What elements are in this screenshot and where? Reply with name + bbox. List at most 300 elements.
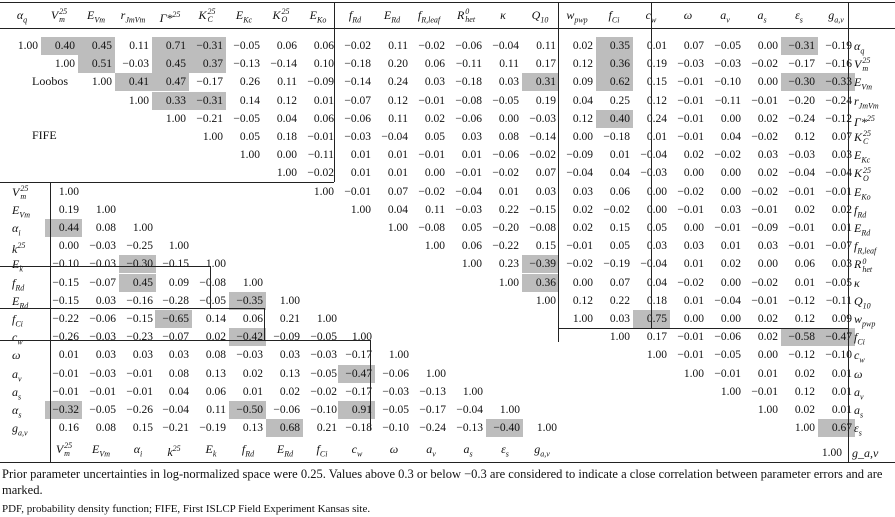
row-label: $f_{Ci}$	[854, 330, 865, 347]
row-label: $E_{Ko}$	[854, 184, 871, 201]
matrix-cell: 0.02	[279, 385, 300, 398]
matrix-cell: 0.06	[424, 58, 445, 71]
row-label: $E_k$	[12, 257, 23, 274]
matrix-cell: −0.02	[529, 149, 556, 162]
matrix-cell: −0.01	[52, 367, 79, 380]
matrix-cell: 0.24	[387, 76, 408, 89]
matrix-cell: −0.01	[455, 167, 482, 180]
column-header: $E_{Ko}$	[309, 8, 327, 25]
matrix-cell: 0.47	[152, 73, 189, 91]
matrix-cell: 0.03	[132, 349, 153, 362]
matrix-cell: 0.16	[58, 422, 79, 435]
matrix-cell: −0.05	[233, 40, 260, 52]
row-label: K 25 O	[854, 165, 872, 183]
row-label: $f_{R,leaf}$	[854, 239, 877, 256]
matrix-cell: −0.14	[270, 58, 297, 71]
matrix-cell: −0.21	[162, 422, 189, 435]
matrix-cell: 1.00	[424, 240, 445, 253]
row-label: $c_w$	[854, 348, 865, 365]
matrix-cell: −0.01	[677, 94, 704, 107]
matrix-cell: 0.00	[720, 112, 741, 125]
matrix-cell: 0.00	[683, 167, 704, 180]
matrix-cell: −0.02	[751, 58, 778, 71]
row-label: $\alpha_q$	[854, 39, 865, 56]
matrix-cell: −0.30	[781, 73, 818, 91]
matrix-cell: −0.01	[788, 185, 815, 198]
matrix-cell: −0.47	[818, 328, 855, 346]
matrix-cell: −0.05	[233, 112, 260, 125]
matrix-cell: 0.41	[115, 73, 152, 91]
column-header: K 25 O	[272, 7, 290, 25]
matrix-cell: 0.12	[572, 58, 593, 71]
matrix-cell: −0.01	[89, 385, 116, 398]
matrix-cell: −0.24	[825, 94, 852, 107]
matrix-cell: −0.65	[155, 310, 192, 328]
matrix-cell: 0.00	[757, 349, 778, 362]
matrix-cell: 0.06	[794, 258, 815, 271]
matrix-cell: 0.00	[757, 258, 778, 271]
matrix-cell: −0.02	[677, 276, 704, 289]
column-header: $r_{JmVm}$	[120, 8, 146, 25]
matrix-cell: 0.45	[152, 55, 189, 73]
matrix-cell: 1.00	[316, 313, 337, 325]
row-label: $E_{Vm}$	[12, 202, 31, 220]
column-header: $\alpha_i$	[133, 442, 143, 459]
matrix-cell: −0.06	[714, 331, 741, 344]
matrix-cell: 1.00	[461, 258, 482, 271]
matrix-cell: 0.37	[189, 55, 226, 73]
matrix-cell: −0.04	[455, 185, 482, 198]
row-label: Γ*$^{25}$	[854, 113, 875, 129]
matrix-cell: −0.01	[751, 203, 778, 216]
column-header: $E_{Rd}$	[383, 8, 401, 25]
matrix-cell: 0.45	[119, 274, 156, 292]
matrix-cell: −0.07	[162, 331, 189, 344]
matrix-cell: 0.15	[535, 240, 556, 253]
matrix-cell: 0.01	[646, 131, 667, 143]
row-label: $\alpha_s$	[12, 403, 22, 420]
matrix-cell: 0.14	[205, 313, 226, 325]
matrix-cell: 0.12	[794, 131, 815, 143]
matrix-cell: −0.01	[751, 94, 778, 107]
block-divider	[264, 308, 265, 340]
matrix-cell: 0.18	[646, 294, 667, 307]
matrix-cell: −0.01	[307, 131, 334, 143]
matrix-cell: 0.01	[831, 367, 852, 380]
row-label: $Q_{10}$	[854, 293, 871, 311]
matrix-cell: −0.01	[418, 149, 445, 162]
matrix-cell: 0.04	[720, 131, 741, 143]
matrix-cell: −0.40	[486, 419, 523, 437]
column-header: κ	[500, 8, 506, 22]
matrix-cell: 0.13	[205, 367, 226, 380]
matrix-cell: 0.06	[242, 313, 263, 325]
matrix-cell: 0.01	[757, 367, 778, 380]
matrix-cell: −0.16	[825, 58, 852, 71]
matrix-cell: 1.00	[242, 276, 263, 289]
matrix-cell: 0.00	[757, 76, 778, 89]
matrix-cell: −0.18	[455, 76, 482, 89]
matrix-cell: 0.07	[535, 167, 556, 180]
matrix-cell: 0.00	[424, 167, 445, 180]
matrix-cell: 0.09	[168, 276, 189, 289]
matrix-cell: −0.04	[788, 167, 815, 180]
matrix-cell: 0.04	[572, 94, 593, 107]
matrix-cell: −0.03	[788, 149, 815, 162]
matrix-cell: 0.08	[168, 367, 189, 380]
matrix-cell: 0.08	[205, 349, 226, 362]
matrix-cell: 0.06	[276, 40, 297, 52]
matrix-cell: 0.36	[522, 274, 559, 292]
matrix-cell: −0.03	[640, 167, 667, 180]
matrix-cell: −0.01	[52, 385, 79, 398]
matrix-cell: −0.02	[310, 385, 337, 398]
column-header: $f_{Ci}$	[608, 8, 620, 25]
matrix-cell: 0.20	[387, 58, 408, 71]
matrix-cell: 0.11	[206, 404, 226, 416]
matrix-cell: −0.03	[89, 240, 116, 253]
matrix-cell: 0.01	[313, 94, 334, 107]
matrix-cell: −0.31	[189, 92, 226, 110]
block-divider	[50, 182, 51, 462]
matrix-cell: 0.14	[239, 94, 260, 107]
matrix-cell: −0.05	[310, 331, 337, 344]
matrix-cell: 0.36	[596, 55, 633, 73]
matrix-cell: −0.07	[344, 94, 371, 107]
row-label: $E_{Kc}$	[854, 148, 871, 165]
matrix-cell: 0.12	[387, 94, 408, 107]
matrix-cell: −0.03	[714, 58, 741, 71]
matrix-cell: 0.01	[461, 149, 482, 162]
row-label: $\varepsilon_s$	[854, 421, 862, 438]
matrix-cell: 0.02	[572, 203, 593, 216]
matrix-cell: 0.11	[277, 76, 297, 89]
matrix-cell: 0.00	[720, 276, 741, 289]
matrix-cell: 1.00	[91, 76, 112, 89]
matrix-cell: −0.33	[818, 73, 855, 91]
row-label: $f_{Rd}$	[854, 202, 867, 220]
column-header: $a_v$	[720, 8, 730, 25]
block-divider	[210, 266, 211, 308]
matrix-cell: 0.22	[498, 203, 519, 216]
row-label: $c_w$	[12, 330, 23, 347]
matrix-cell: 0.08	[498, 131, 519, 143]
matrix-cell: 1.00	[536, 422, 557, 435]
matrix-cell: −0.39	[522, 255, 559, 273]
matrix-cell: 0.23	[498, 258, 519, 271]
matrix-cell: −0.17	[196, 76, 223, 89]
matrix-cell: −0.02	[751, 131, 778, 143]
matrix-cell: 1.00	[205, 258, 226, 271]
matrix-cell: 1.00	[279, 294, 300, 307]
matrix-cell: −0.11	[455, 58, 482, 71]
matrix-cell: 0.06	[609, 185, 630, 198]
matrix-cell: 0.02	[424, 112, 445, 125]
matrix-cell: −0.17	[345, 385, 372, 398]
matrix-cell: 0.91	[338, 401, 375, 419]
matrix-cell: −0.22	[52, 313, 79, 325]
matrix-cell: 1.00	[646, 349, 667, 362]
matrix-cell: 0.12	[572, 112, 593, 125]
block-divider	[0, 266, 210, 267]
column-header: $w_{pwp}$	[566, 8, 588, 25]
matrix-cell: 0.01	[350, 149, 371, 162]
matrix-cell: −0.06	[344, 112, 371, 125]
matrix-cell: −0.01	[714, 367, 741, 380]
matrix-cell: 0.11	[388, 40, 408, 52]
matrix-cell: 0.03	[424, 76, 445, 89]
matrix-cell: 0.40	[596, 110, 633, 128]
matrix-cell: 0.15	[609, 222, 630, 234]
column-header: $a_s$	[463, 442, 473, 459]
matrix-cell: −0.09	[566, 149, 593, 162]
matrix-cell: −0.09	[307, 76, 334, 89]
matrix-cell: −0.20	[492, 222, 519, 234]
matrix-cell: −0.17	[788, 58, 815, 71]
matrix-cell: 1.00	[794, 422, 815, 435]
matrix-cell: 0.17	[646, 331, 667, 344]
matrix-cell: −0.16	[126, 294, 153, 307]
matrix-cell: 0.03	[95, 349, 116, 362]
block-divider	[0, 340, 370, 341]
matrix-cell: 0.00	[58, 240, 79, 253]
matrix-cell: −0.21	[196, 112, 223, 125]
row-label: $f_{Rd}$	[12, 275, 25, 292]
matrix-cell: 0.01	[58, 349, 79, 362]
matrix-cell: −0.26	[126, 404, 153, 416]
matrix-cell: 0.00	[757, 40, 778, 52]
matrix-cell: 0.00	[720, 167, 741, 180]
matrix-cell: 1.00	[535, 294, 556, 307]
matrix-cell: −0.01	[126, 385, 153, 398]
matrix-cell: 0.03	[168, 349, 189, 362]
matrix-cell: 0.01	[831, 222, 852, 234]
matrix-cell: −0.02	[751, 276, 778, 289]
matrix-cell: 1.00	[387, 222, 408, 234]
matrix-cell: −0.19	[825, 40, 852, 52]
matrix-cell: 1.00	[95, 203, 116, 216]
row-label: $E_{Vm}$	[854, 75, 873, 92]
matrix-cell: 0.68	[266, 419, 303, 437]
matrix-cell: 0.01	[609, 149, 630, 162]
matrix-cell: 0.22	[609, 294, 630, 307]
matrix-cell: −0.06	[492, 149, 519, 162]
matrix-cell: 0.10	[313, 58, 334, 71]
column-header: $k^{25}$	[167, 444, 181, 459]
column-header: $f_{R,leaf}$	[417, 8, 441, 25]
matrix-cell: 0.02	[720, 258, 741, 271]
matrix-cell: −0.05	[199, 294, 226, 307]
matrix-cell: −0.04	[492, 40, 519, 52]
column-header: $c_w$	[645, 8, 657, 25]
matrix-cell: 0.01	[387, 167, 408, 180]
matrix-cell: 0.02	[205, 331, 226, 344]
matrix-cell: −0.58	[781, 328, 818, 346]
matrix-cell: 0.02	[831, 203, 852, 216]
matrix-cell: −0.13	[456, 422, 483, 435]
row-label: ω	[854, 366, 863, 381]
matrix-cell: 0.40	[41, 37, 78, 55]
matrix-cell: −0.13	[419, 385, 446, 398]
matrix-cell: −0.02	[492, 167, 519, 180]
matrix-cell: −0.05	[825, 276, 852, 289]
matrix-cell: −0.31	[189, 37, 226, 55]
matrix-cell: −0.03	[236, 349, 263, 362]
matrix-cell: −0.07	[825, 240, 852, 253]
matrix-cell: −0.02	[418, 40, 445, 52]
column-header: $E_{Kc}$	[235, 8, 253, 25]
matrix-cell: 0.31	[522, 73, 559, 91]
matrix-cell: −0.11	[714, 94, 741, 107]
matrix-cell: 1.00	[128, 94, 149, 107]
matrix-cell: −0.14	[344, 76, 371, 89]
matrix-cell: 0.03	[609, 313, 630, 325]
matrix-cell: −0.15	[126, 313, 153, 325]
matrix-cell: 1.00	[313, 185, 334, 198]
matrix-cell: 0.07	[831, 131, 852, 143]
column-header: K 25 C	[198, 7, 216, 25]
site-label-fife: FIFE	[32, 128, 57, 142]
matrix-cell: 0.19	[58, 203, 79, 216]
matrix-cell: 0.06	[313, 40, 334, 52]
matrix-cell: 0.02	[683, 149, 704, 162]
matrix-cell: −0.01	[677, 131, 704, 143]
column-header: $E_{Vm}$	[91, 442, 110, 459]
matrix-cell: 0.01	[646, 40, 667, 52]
matrix-cell: 0.06	[205, 385, 226, 398]
matrix-cell: −0.01	[418, 94, 445, 107]
matrix-cell: 0.35	[596, 37, 633, 55]
column-header: $\varepsilon_s$	[795, 8, 803, 25]
matrix-cell: −0.07	[89, 276, 116, 289]
matrix-cell: 0.02	[242, 367, 263, 380]
table-footnote: PDF, probability density function; FIFE, First ISLCP Field Experiment Kansas site.	[2, 503, 371, 515]
matrix-cell: 0.03	[831, 258, 852, 271]
matrix-cell: −0.01	[788, 240, 815, 253]
matrix-cell: 0.03	[757, 240, 778, 253]
matrix-cell: −0.05	[89, 404, 116, 416]
matrix-cell: 0.03	[498, 76, 519, 89]
site-label-loobos: Loobos	[32, 74, 68, 88]
column-header: $f_{Ci}$	[316, 442, 328, 459]
matrix-cell: 0.00	[720, 185, 741, 198]
matrix-cell: 0.02	[794, 203, 815, 216]
row-label: V 25 m	[12, 183, 29, 201]
matrix-cell: 0.01	[794, 276, 815, 289]
block-divider	[0, 308, 264, 309]
row-label: $r_{JmVm}$	[854, 93, 879, 110]
last-right-label: g_a,v	[852, 446, 879, 460]
matrix-cell: 0.67	[818, 419, 855, 437]
matrix-cell: −0.08	[199, 276, 226, 289]
row-label: $w_{pwp}$	[854, 312, 876, 329]
matrix-cell: 0.21	[316, 422, 337, 435]
matrix-cell: 0.11	[536, 40, 556, 52]
matrix-cell: 0.03	[683, 240, 704, 253]
matrix-cell: 0.15	[646, 76, 667, 89]
matrix-cell: 1.00	[350, 203, 371, 216]
matrix-cell: −0.04	[640, 149, 667, 162]
row-label: $\alpha_i$	[12, 221, 21, 238]
matrix-cell: 0.25	[609, 94, 630, 107]
matrix-cell: 0.12	[794, 385, 815, 398]
column-header: ω	[683, 8, 693, 22]
matrix-cell: 0.04	[168, 385, 189, 398]
matrix-cell: −0.04	[714, 294, 741, 307]
matrix-cell: 1.00	[462, 385, 483, 398]
matrix-cell: 0.24	[646, 112, 667, 125]
matrix-cell: −0.01	[677, 331, 704, 344]
matrix-cell: −0.03	[677, 58, 704, 71]
matrix-cell: 0.02	[757, 112, 778, 125]
matrix-cell: 1.00	[168, 240, 189, 253]
column-header: $a_s$	[757, 8, 767, 25]
table-caption: Prior parameter uncertainties in log-normalized space were 0.25. Values above 0.3 or below −0.3 are considered to indicate a close correlation between parameter errors and are marked.	[2, 467, 883, 497]
matrix-cell: 0.04	[276, 112, 297, 125]
matrix-cell: −0.02	[714, 149, 741, 162]
column-header: $g_{a,v}$	[534, 442, 550, 459]
matrix-cell: 0.03	[831, 149, 852, 162]
matrix-cell: 0.03	[535, 185, 556, 198]
matrix-cell: 0.04	[609, 167, 630, 180]
matrix-cell: 0.11	[425, 203, 445, 216]
matrix-cell: −0.35	[229, 292, 266, 310]
matrix-cell: −0.10	[52, 258, 79, 271]
matrix-cell: 0.71	[152, 37, 189, 55]
matrix-cell: −0.17	[345, 349, 372, 362]
matrix-cell: −0.09	[273, 331, 300, 344]
matrix-cell: 0.01	[683, 294, 704, 307]
column-header: R 0 het	[456, 7, 476, 25]
matrix-cell: 0.03	[720, 203, 741, 216]
matrix-cell: 0.01	[683, 258, 704, 271]
matrix-cell: 0.09	[831, 313, 852, 325]
matrix-cell: −0.01	[566, 240, 593, 253]
matrix-cell: −0.01	[825, 185, 852, 198]
matrix-cell: 1.00	[720, 385, 741, 398]
matrix-cell: −0.01	[751, 385, 778, 398]
row-label: $f_{Ci}$	[12, 312, 23, 329]
matrix-cell: −0.03	[382, 385, 409, 398]
matrix-cell: 1.00	[276, 167, 297, 180]
row-label: $g_{a,v}$	[12, 421, 28, 438]
matrix-cell: 0.07	[683, 40, 704, 52]
matrix-cell: −0.47	[338, 365, 375, 383]
row-label: $a_s$	[854, 403, 864, 420]
matrix-cell: 0.12	[572, 294, 593, 307]
row-label: κ	[854, 275, 860, 290]
block-divider	[334, 2, 335, 182]
matrix-cell: 0.01	[831, 404, 852, 416]
matrix-cell: −0.18	[345, 422, 372, 435]
matrix-cell: 0.19	[646, 58, 667, 71]
column-header: V 25 m	[55, 441, 73, 459]
column-header: Γ*$^{25}$	[159, 10, 181, 25]
matrix-cell: −0.04	[825, 167, 852, 180]
matrix-cell: 1.00	[17, 40, 38, 52]
matrix-cell: 0.00	[683, 222, 704, 234]
matrix-cell: 0.06	[461, 240, 482, 253]
row-label: ω	[12, 348, 21, 363]
matrix-cell: 0.04	[387, 203, 408, 216]
matrix-cell: −0.12	[825, 112, 852, 125]
matrix-cell: 0.11	[129, 40, 149, 52]
matrix-cell: −0.05	[382, 404, 409, 416]
matrix-cell: −0.01	[788, 222, 815, 234]
matrix-cell: 1.00	[54, 58, 75, 71]
matrix-cell: 0.12	[646, 94, 667, 107]
matrix-cell: −0.04	[456, 404, 483, 416]
